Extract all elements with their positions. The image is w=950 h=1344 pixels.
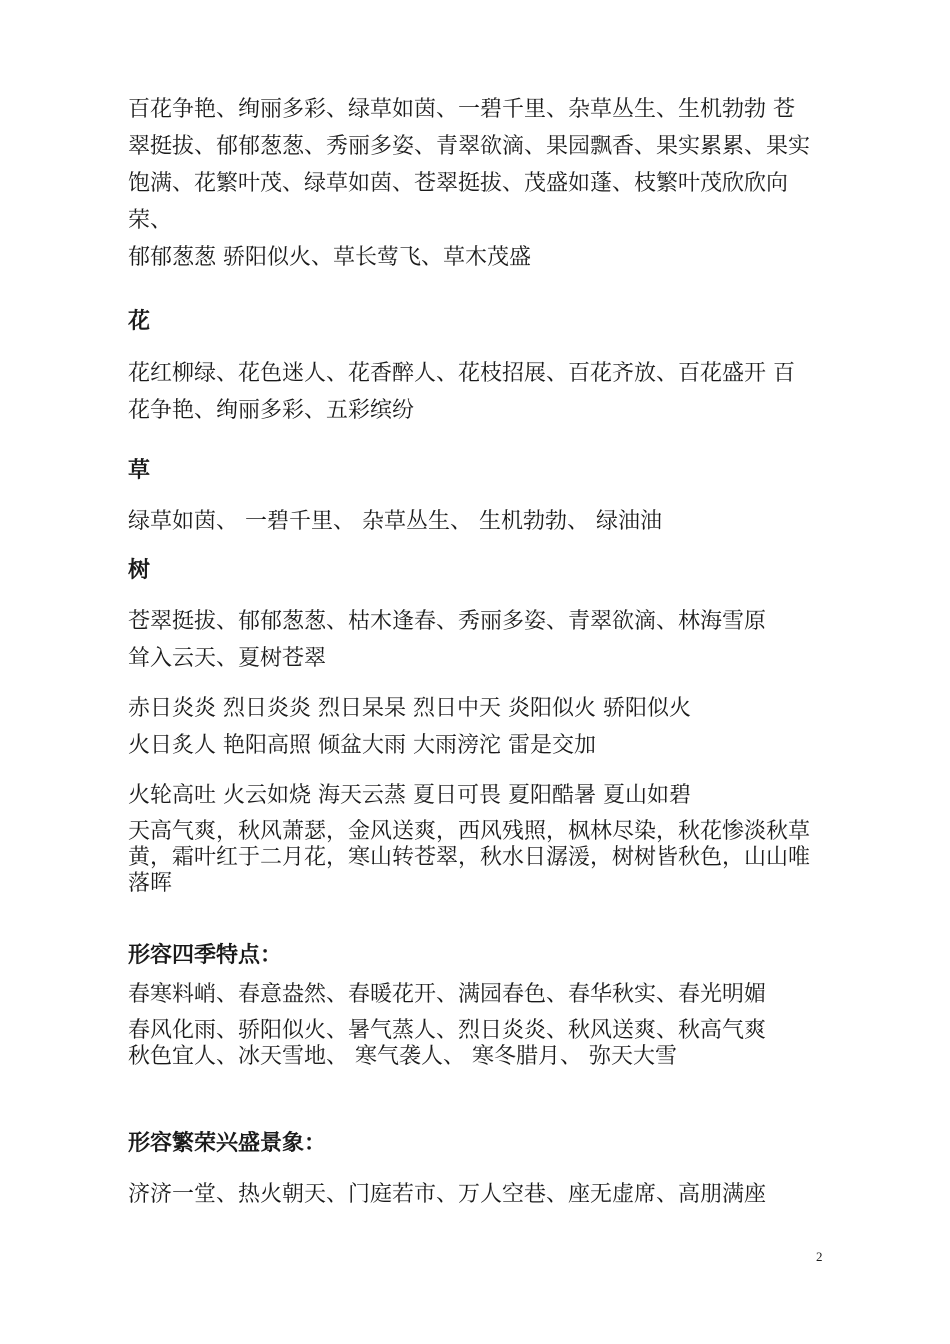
flower-paragraph (128, 355, 828, 429)
grass-paragraph (128, 503, 828, 540)
autumn-paragraph (128, 819, 828, 897)
tree-paragraph (128, 603, 828, 677)
seasons-line-3: 秋色宜人、冰天雪地、 寒气袭人、 寒冬腊月、 弥天大雪 (128, 1044, 677, 1069)
intro-line-3: 饱满、花繁叶茂、绿草如茵、苍翠挺拔、茂盛如蓬、枝繁叶茂欣欣向荣、 (128, 171, 789, 233)
intro-line-2: 翠挺拔、郁郁葱葱、秀丽多姿、青翠欲滴、果园飘香、果实累累、果实 (128, 134, 811, 159)
intro-paragraph (128, 91, 828, 276)
section-heading-tree: 树 (128, 557, 151, 583)
section-heading-prosperity: 形容繁荣兴盛景象： (128, 1130, 327, 1156)
seasons-line-2: 春风化雨、骄阳似火、暑气蒸人、烈日炎炎、秋风送爽、秋高气爽 (128, 1018, 767, 1043)
summer-paragraph-1 (128, 690, 828, 764)
autumn-line-3: 落晖 (128, 871, 173, 896)
summer-line-1: 赤日炎炎 烈日炎炎 烈日杲杲 烈日中天 炎阳似火 骄阳似火 (128, 696, 691, 721)
seasons-paragraph-2 (128, 1018, 828, 1070)
section-heading-grass: 草 (128, 457, 151, 483)
autumn-line-1: 天高气爽，秋风萧瑟，金风送爽，西风残照，枫林尽染，秋花惨淡秋草 (128, 819, 811, 844)
section-heading-seasons: 形容四季特点： (128, 942, 283, 968)
flower-line-2: 花争艳、绚丽多彩、五彩缤纷 (128, 398, 415, 423)
intro-line-1: 百花争艳、绚丽多彩、绿草如茵、一碧千里、杂草丛生、生机勃勃 苍 (128, 97, 795, 122)
summer-line-2: 火日炙人 艳阳高照 倾盆大雨 大雨滂沱 雷是交加 (128, 733, 596, 758)
tree-line-1: 苍翠挺拔、郁郁葱葱、枯木逢春、秀丽多姿、青翠欲滴、林海雪原 (128, 609, 767, 634)
seasons-paragraph-1 (128, 976, 828, 1013)
grass-line-1: 绿草如茵、 一碧千里、 杂草丛生、 生机勃勃、 绿油油 (128, 509, 662, 534)
prosperity-paragraph (128, 1176, 828, 1213)
summer-line-3: 火轮高吐 火云如烧 海天云蒸 夏日可畏 夏阳酷暑 夏山如碧 (128, 783, 691, 808)
page-number: 2 (816, 1249, 823, 1264)
seasons-line-1: 春寒料峭、春意盎然、春暖花开、满园春色、春华秋实、春光明媚 (128, 982, 767, 1007)
flower-line-1: 花红柳绿、花色迷人、花香醉人、花枝招展、百花齐放、百花盛开 百 (128, 361, 795, 386)
tree-line-2: 耸入云天、夏树苍翠 (128, 646, 327, 671)
intro-line-4: 郁郁葱葱 骄阳似火、草长莺飞、草木茂盛 (128, 245, 531, 270)
summer-paragraph-2 (128, 777, 828, 814)
prosperity-line-1: 济济一堂、热火朝天、门庭若市、万人空巷、座无虚席、高朋满座 (128, 1182, 767, 1207)
autumn-line-2: 黄，霜叶红于二月花，寒山转苍翠，秋水日潺湲，树树皆秋色，山山唯 (128, 845, 811, 870)
section-heading-flower: 花 (128, 308, 151, 334)
